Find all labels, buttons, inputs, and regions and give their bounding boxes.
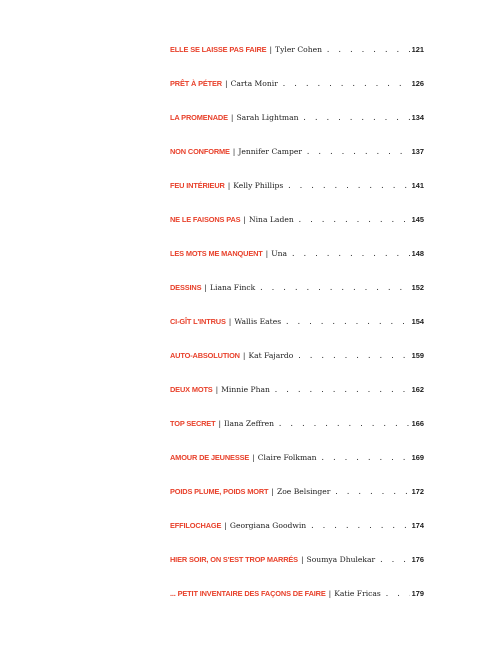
toc-dot-leader: [334, 486, 409, 498]
toc-dot-leader: [291, 248, 410, 260]
toc-entry: [170, 282, 424, 316]
toc-title: LA PROMENADE: [170, 113, 228, 122]
toc-separator: |: [265, 249, 269, 258]
toc-dot-leader: [379, 554, 409, 566]
toc-title: DEUX MOTS: [170, 385, 213, 394]
table-of-contents: [170, 44, 424, 622]
toc-title: DESSINS: [170, 283, 202, 292]
toc-separator: |: [243, 215, 246, 224]
toc-page-number: 154: [411, 317, 424, 326]
toc-dot-leader: [326, 44, 410, 56]
toc-title: CI-GÎT L'INTRUS: [170, 317, 226, 326]
toc-author: Liana Finck: [209, 283, 256, 292]
toc-page-number: 166: [411, 419, 424, 428]
toc-author: Ilana Zeffren: [224, 419, 274, 428]
toc-separator: |: [232, 147, 236, 156]
toc-dot-leader: [274, 384, 410, 396]
toc-entry: [170, 520, 424, 554]
toc-page-number: 121: [411, 45, 424, 54]
toc-entry: [170, 180, 424, 214]
toc-separator: |: [300, 555, 304, 564]
toc-author: Tyler Cohen: [275, 45, 323, 54]
toc-page-number: 159: [411, 351, 424, 360]
toc-separator: |: [204, 283, 207, 292]
toc-entry: [170, 350, 424, 384]
toc-title: PRÊT À PÉTER: [170, 79, 222, 88]
toc-separator: |: [230, 113, 234, 122]
toc-dot-leader: [285, 316, 410, 328]
toc-dot-leader: [298, 214, 410, 226]
toc-author: Kelly Phillips: [233, 181, 284, 190]
toc-author: Katie Fricas: [334, 589, 381, 598]
toc-separator: |: [218, 419, 222, 428]
toc-page-number: 174: [411, 521, 424, 530]
toc-author: Georgiana Goodwin: [229, 521, 307, 530]
toc-author: Zoe Belsinger: [276, 487, 331, 496]
toc-entry: [170, 452, 424, 486]
toc-author: Minnie Phan: [221, 385, 270, 394]
toc-page-number: 148: [411, 249, 424, 258]
toc-dot-leader: [287, 180, 409, 192]
toc-separator: |: [242, 351, 246, 360]
toc-separator: |: [252, 453, 255, 462]
toc-author: Claire Folkman: [257, 453, 317, 462]
toc-entry: [170, 384, 424, 418]
toc-entry: [170, 44, 424, 78]
toc-author: Wallis Eates: [234, 317, 282, 326]
toc-entry: [170, 248, 424, 282]
toc-page-number: 162: [411, 385, 424, 394]
toc-title: HIER SOIR, ON S'EST TROP MARRÉS: [170, 555, 298, 564]
toc-separator: |: [225, 79, 228, 88]
toc-title: TOP SECRET: [170, 419, 216, 428]
toc-title: LES MOTS ME MANQUENT: [170, 249, 263, 258]
toc-page-number: 179: [411, 589, 424, 598]
toc-author: Jennifer Camper: [238, 147, 302, 156]
toc-title: EFFILOCHAGE: [170, 521, 222, 530]
toc-author: Carta Monir: [230, 79, 278, 88]
toc-title: FEU INTÉRIEUR: [170, 181, 225, 190]
toc-author: Nina Laden: [248, 215, 294, 224]
toc-page-number: 172: [411, 487, 424, 496]
toc-separator: |: [228, 317, 232, 326]
toc-author: Soumya Dhulekar: [306, 555, 376, 564]
toc-page-number: 176: [411, 555, 424, 564]
toc-dot-leader: [385, 588, 410, 600]
toc-page-number: 169: [411, 453, 424, 462]
toc-entry: [170, 146, 424, 180]
toc-entry: [170, 554, 424, 588]
toc-entry: [170, 588, 424, 622]
toc-title: ELLE SE LAISSE PAS FAIRE: [170, 45, 267, 54]
toc-separator: |: [271, 487, 274, 496]
toc-page-number: 126: [411, 79, 424, 88]
toc-entry: [170, 78, 424, 112]
toc-author: Kat Fajardo: [248, 351, 294, 360]
toc-dot-leader: [321, 452, 410, 464]
toc-separator: |: [328, 589, 332, 598]
toc-title: POIDS PLUME, POIDS MORT: [170, 487, 269, 496]
toc-title: AMOUR DE JEUNESSE: [170, 453, 250, 462]
toc-title: NON CONFORME: [170, 147, 230, 156]
toc-entry: [170, 316, 424, 350]
toc-dot-leader: [259, 282, 409, 294]
toc-author: Sarah Lightman: [236, 113, 299, 122]
toc-entry: [170, 486, 424, 520]
toc-dot-leader: [282, 78, 410, 90]
toc-entry: [170, 214, 424, 248]
toc-page-number: 141: [411, 181, 424, 190]
toc-page-number: 152: [411, 283, 424, 292]
toc-dot-leader: [278, 418, 410, 430]
toc-dot-leader: [303, 112, 410, 124]
toc-separator: |: [269, 45, 273, 54]
toc-separator: |: [224, 521, 227, 530]
toc-separator: |: [227, 181, 231, 190]
toc-title: NE LE FAISONS PAS: [170, 215, 241, 224]
toc-dot-leader: [297, 350, 409, 362]
toc-dot-leader: [310, 520, 409, 532]
toc-dot-leader: [306, 146, 410, 158]
toc-title: ... PETIT INVENTAIRE DES FAÇONS DE FAIRE: [170, 589, 326, 598]
toc-entry: [170, 418, 424, 452]
toc-page-number: 134: [411, 113, 424, 122]
toc-page-number: 145: [411, 215, 424, 224]
toc-entry: [170, 112, 424, 146]
toc-author: Una: [271, 249, 288, 258]
toc-separator: |: [215, 385, 219, 394]
toc-title: AUTO-ABSOLUTION: [170, 351, 240, 360]
toc-page-number: 137: [411, 147, 424, 156]
